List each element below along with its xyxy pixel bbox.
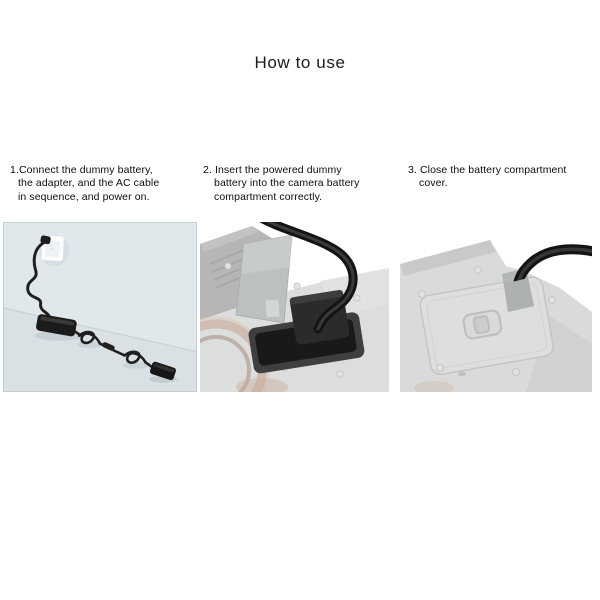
step-1-line-2: the adapter, and the AC cable [18,177,160,190]
step-3-line-2: cover. [419,177,448,190]
step-2-caption [203,164,393,204]
compartment-cover-open [236,235,292,323]
page-title: How to use [254,53,346,72]
step-3-image [400,222,592,392]
cover-latch [463,310,503,340]
step-2-line-1: 2. Insert the powered dummy [203,164,342,176]
step-1-line-1: 1.Connect the dummy battery, [10,164,153,176]
step-2-image [200,222,389,392]
step-3-line-1: 3. Close the battery compartment [408,164,567,176]
step-1-image [3,222,197,392]
step-2-line-3: compartment correctly. [214,190,323,203]
step-2-line-2: battery into the camera battery [214,177,360,190]
step-3-caption [408,164,594,191]
step-1-caption [10,164,196,204]
step-1-line-3: in sequence, and power on. [18,190,150,203]
